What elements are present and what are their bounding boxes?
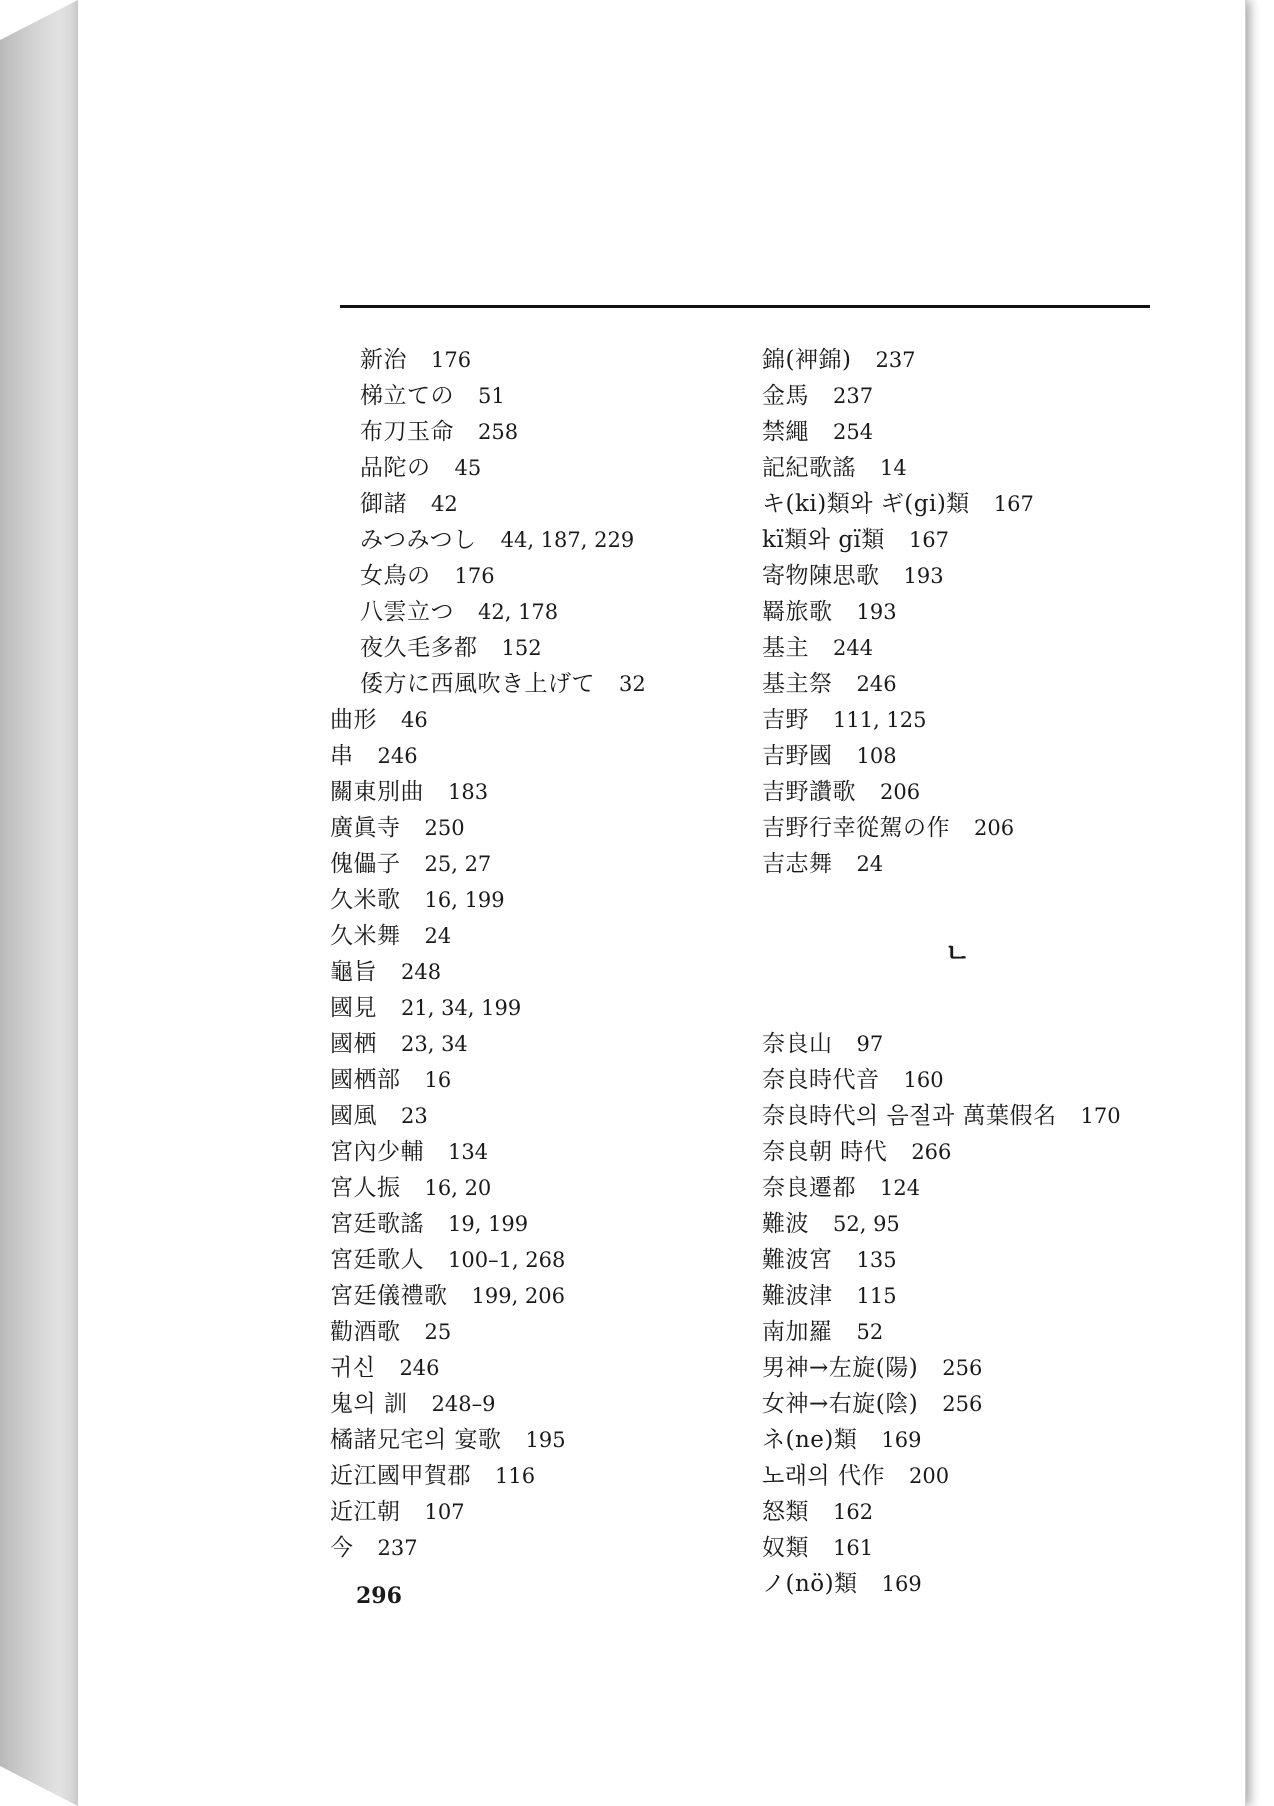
index-entry xyxy=(762,558,1121,594)
index-entry xyxy=(330,414,646,450)
index-page-refs: 97 xyxy=(856,1032,884,1056)
index-entry xyxy=(762,1350,1121,1386)
index-term: 宮廷歌人 xyxy=(330,1247,424,1273)
index-term: 近江國甲賀郡 xyxy=(330,1463,471,1489)
index-entry xyxy=(762,666,1121,702)
index-page-refs: 258 xyxy=(478,420,519,444)
index-page-refs: 32 xyxy=(619,672,646,696)
index-term: 宮廷儀禮歌 xyxy=(330,1283,448,1309)
index-page-refs: 248 xyxy=(401,960,442,984)
index-page-refs: 195 xyxy=(525,1428,566,1452)
index-page-refs: 176 xyxy=(431,348,472,372)
index-page-refs: 246 xyxy=(399,1356,440,1380)
section-heading-n: ㄴ xyxy=(945,939,971,969)
index-term: 鬼의 訓 xyxy=(330,1391,408,1417)
index-page-refs: 162 xyxy=(833,1500,874,1524)
index-page-refs: 160 xyxy=(903,1068,944,1092)
index-entry xyxy=(330,1134,646,1170)
index-term: 關東別曲 xyxy=(330,779,424,805)
index-page-refs: 200 xyxy=(908,1464,950,1488)
index-page-refs: 169 xyxy=(881,1428,922,1452)
index-term: 吉志舞 xyxy=(762,851,833,877)
index-page-refs: 46 xyxy=(401,708,428,732)
index-page-refs: 124 xyxy=(880,1176,921,1200)
index-page-refs: 52, 95 xyxy=(833,1212,900,1236)
index-page-refs: 16, 20 xyxy=(424,1176,492,1200)
index-term: 御諸 xyxy=(360,491,407,517)
index-entry xyxy=(330,1422,646,1458)
index-entry xyxy=(762,738,1121,774)
index-term: 宮內少輔 xyxy=(330,1139,424,1165)
index-term: 八雲立つ xyxy=(360,599,454,625)
index-term: 羇旅歌 xyxy=(762,599,833,625)
header-rule xyxy=(340,305,1150,308)
book-page xyxy=(78,0,1246,1806)
index-term: 宮人振 xyxy=(330,1175,401,1201)
index-page-refs: 19, 199 xyxy=(448,1212,529,1236)
index-page-refs: 256 xyxy=(942,1356,983,1380)
index-entry xyxy=(762,378,1121,414)
index-term: 吉野讚歌 xyxy=(762,779,856,805)
index-page-refs: 237 xyxy=(875,348,916,372)
index-term: 基主祭 xyxy=(762,671,833,697)
index-term: kï類와 gï類 xyxy=(762,527,885,553)
index-entry xyxy=(762,1422,1121,1458)
index-entry xyxy=(762,1386,1121,1422)
index-entry xyxy=(330,774,646,810)
index-page-refs: 244 xyxy=(833,636,874,660)
index-entry xyxy=(330,630,646,666)
index-term: ノ(nö)類 xyxy=(762,1571,858,1597)
index-entry xyxy=(762,1206,1121,1242)
index-term: 吉野 xyxy=(762,707,809,733)
index-page-refs: 24 xyxy=(856,852,884,876)
index-term: 難波 xyxy=(762,1211,809,1237)
index-term: 南加羅 xyxy=(762,1319,833,1345)
index-page-refs: 115 xyxy=(856,1284,897,1308)
index-entry xyxy=(330,954,646,990)
index-entry xyxy=(330,1242,646,1278)
index-entry xyxy=(762,1530,1121,1566)
index-page-refs: 246 xyxy=(377,744,418,768)
index-entry xyxy=(330,846,646,882)
index-term: 難波津 xyxy=(762,1283,833,1309)
index-entry xyxy=(330,702,646,738)
index-page-refs: 25 xyxy=(424,1320,452,1344)
index-page-refs: 134 xyxy=(448,1140,489,1164)
index-term: 노래의 代作 xyxy=(762,1463,885,1489)
index-term: 久米歌 xyxy=(330,887,401,913)
index-term: 寄物陳思歌 xyxy=(762,563,880,589)
index-entry xyxy=(762,522,1121,558)
index-page-refs: 183 xyxy=(448,780,489,804)
index-entry xyxy=(330,1170,646,1206)
index-page-refs: 193 xyxy=(856,600,897,624)
index-entry xyxy=(330,450,646,486)
index-entry xyxy=(330,486,646,522)
index-page-refs: 167 xyxy=(993,492,1034,516)
index-term: キ(ki)類와 ギ(gi)類 xyxy=(762,491,970,517)
index-term: 男神→左旋(陽) xyxy=(762,1355,919,1381)
index-term: 錦(䘥錦) xyxy=(762,347,852,373)
index-page-refs: 152 xyxy=(501,636,542,660)
index-entry xyxy=(330,342,646,378)
index-term: 怒類 xyxy=(762,1499,809,1525)
index-term: 奈良時代의 음절과 萬葉假名 xyxy=(762,1103,1057,1129)
index-page-refs: 100–1, 268 xyxy=(448,1248,566,1272)
index-entry xyxy=(762,774,1121,810)
index-entry xyxy=(330,1530,646,1566)
index-page-refs: 42, 178 xyxy=(478,600,559,624)
index-page-refs: 248–9 xyxy=(431,1392,496,1416)
index-page-refs: 254 xyxy=(833,420,874,444)
index-page-refs: 51 xyxy=(478,384,505,408)
index-entry xyxy=(330,1494,646,1530)
index-page-refs: 23 xyxy=(401,1104,428,1128)
index-entry xyxy=(762,1314,1121,1350)
index-term: 久米舞 xyxy=(330,923,401,949)
index-page-refs: 14 xyxy=(880,456,907,480)
index-page-refs: 44, 187, 229 xyxy=(500,528,635,552)
index-page-refs: 266 xyxy=(911,1140,952,1164)
index-entry xyxy=(762,342,1121,378)
index-page-refs: 161 xyxy=(833,1536,874,1560)
index-entry xyxy=(330,918,646,954)
index-term: 傀儡子 xyxy=(330,851,401,877)
index-page-refs: 116 xyxy=(495,1464,536,1488)
index-group-k xyxy=(762,342,1121,882)
index-entry xyxy=(762,846,1121,882)
index-page-refs: 45 xyxy=(454,456,482,480)
index-entry xyxy=(330,522,646,558)
index-entry xyxy=(330,1314,646,1350)
index-term: 新治 xyxy=(360,347,407,373)
index-term: 夜久毛多都 xyxy=(360,635,478,661)
index-entry xyxy=(762,1134,1121,1170)
index-entry xyxy=(330,666,646,702)
index-page-refs: 176 xyxy=(454,564,495,588)
index-page-refs: 23, 34 xyxy=(401,1032,468,1056)
index-entry xyxy=(762,486,1121,522)
index-term: 基主 xyxy=(762,635,809,661)
index-page-refs: 108 xyxy=(856,744,897,768)
index-page-refs: 25, 27 xyxy=(424,852,492,876)
index-entry xyxy=(330,990,646,1026)
index-term: 國栖 xyxy=(330,1031,377,1057)
index-entry xyxy=(762,1566,1121,1602)
index-entry xyxy=(762,1242,1121,1278)
index-entry xyxy=(762,1062,1121,1098)
index-term: 倭方に西風吹き上げて xyxy=(360,671,595,697)
index-term: 龜旨 xyxy=(330,959,377,985)
index-term: 近江朝 xyxy=(330,1499,401,1525)
index-term: ネ(ne)類 xyxy=(762,1427,858,1453)
index-entry xyxy=(762,630,1121,666)
index-page-refs: 206 xyxy=(974,816,1015,840)
index-term: 禁繩 xyxy=(762,419,809,445)
index-term: 女神→右旋(陰) xyxy=(762,1391,919,1417)
index-term: みつみつし xyxy=(360,527,477,553)
index-group-n xyxy=(762,1026,1121,1602)
index-column-right xyxy=(762,342,1121,1602)
index-page-refs: 52 xyxy=(856,1320,884,1344)
index-term: 吉野行幸從駕の作 xyxy=(762,815,950,841)
index-term: 勸酒歌 xyxy=(330,1319,401,1345)
index-entry xyxy=(330,594,646,630)
index-entry xyxy=(762,810,1121,846)
index-page-refs: 167 xyxy=(908,528,949,552)
index-term: 吉野國 xyxy=(762,743,833,769)
index-page-refs: 250 xyxy=(424,816,465,840)
index-page-refs: 42 xyxy=(431,492,458,516)
index-entry xyxy=(330,1206,646,1242)
index-page-refs: 237 xyxy=(833,384,874,408)
index-term: 奴類 xyxy=(762,1535,809,1561)
index-entry xyxy=(330,1458,646,1494)
index-entry xyxy=(762,1098,1121,1134)
index-page-refs: 21, 34, 199 xyxy=(401,996,522,1020)
index-term: 奈良山 xyxy=(762,1031,833,1057)
index-entry xyxy=(330,1278,646,1314)
index-term: 布刀玉命 xyxy=(360,419,454,445)
index-entry xyxy=(330,1098,646,1134)
index-term: 難波宮 xyxy=(762,1247,833,1273)
index-term: 曲形 xyxy=(330,707,377,733)
index-page-refs: 170 xyxy=(1080,1104,1121,1128)
index-term: 今 xyxy=(330,1535,354,1561)
index-term: 國風 xyxy=(330,1103,377,1129)
index-entry xyxy=(330,810,646,846)
index-entry xyxy=(330,558,646,594)
index-page-refs: 206 xyxy=(880,780,921,804)
index-column-left xyxy=(330,342,646,1566)
index-entry xyxy=(762,1170,1121,1206)
page-number: 296 xyxy=(356,1583,402,1609)
index-entry xyxy=(762,1494,1121,1530)
index-term: 宮廷歌謠 xyxy=(330,1211,424,1237)
index-entry xyxy=(762,1026,1121,1062)
index-term: 橘諸兄宅의 宴歌 xyxy=(330,1427,502,1453)
index-page-refs: 246 xyxy=(856,672,897,696)
index-term: 串 xyxy=(330,743,354,769)
index-entry xyxy=(762,1458,1121,1494)
index-page-refs: 237 xyxy=(377,1536,418,1560)
index-term: 品陀の xyxy=(360,455,431,481)
index-term: 奈良時代音 xyxy=(762,1067,880,1093)
index-entry xyxy=(330,1026,646,1062)
index-term: 梯立ての xyxy=(360,383,454,409)
index-page-refs: 16, 199 xyxy=(424,888,505,912)
index-term: 귀신 xyxy=(330,1355,376,1381)
index-page-refs: 107 xyxy=(424,1500,465,1524)
index-entry xyxy=(330,378,646,414)
index-entry xyxy=(330,1350,646,1386)
index-term: 金馬 xyxy=(762,383,809,409)
book-spine xyxy=(0,0,78,1806)
index-term: 奈良朝 時代 xyxy=(762,1139,888,1165)
index-page-refs: 111, 125 xyxy=(833,708,927,732)
index-page-refs: 16 xyxy=(424,1068,452,1092)
index-term: 記紀歌謠 xyxy=(762,455,856,481)
index-entry xyxy=(762,450,1121,486)
index-page-refs: 169 xyxy=(881,1572,922,1596)
index-entry xyxy=(762,1278,1121,1314)
index-term: 廣眞寺 xyxy=(330,815,401,841)
index-term: 國見 xyxy=(330,995,377,1021)
index-entry xyxy=(762,594,1121,630)
index-page-refs: 135 xyxy=(856,1248,897,1272)
index-entry xyxy=(762,414,1121,450)
index-entry xyxy=(330,1386,646,1422)
index-entry xyxy=(330,1062,646,1098)
index-entry xyxy=(330,738,646,774)
index-page-refs: 24 xyxy=(424,924,452,948)
index-term: 國栖部 xyxy=(330,1067,401,1093)
index-term: 女鳥の xyxy=(360,563,431,589)
index-page-refs: 199, 206 xyxy=(471,1284,566,1308)
index-entry xyxy=(330,882,646,918)
index-entry xyxy=(762,702,1121,738)
index-page-refs: 193 xyxy=(903,564,944,588)
index-page-refs: 256 xyxy=(942,1392,983,1416)
index-term: 奈良遷都 xyxy=(762,1175,856,1201)
